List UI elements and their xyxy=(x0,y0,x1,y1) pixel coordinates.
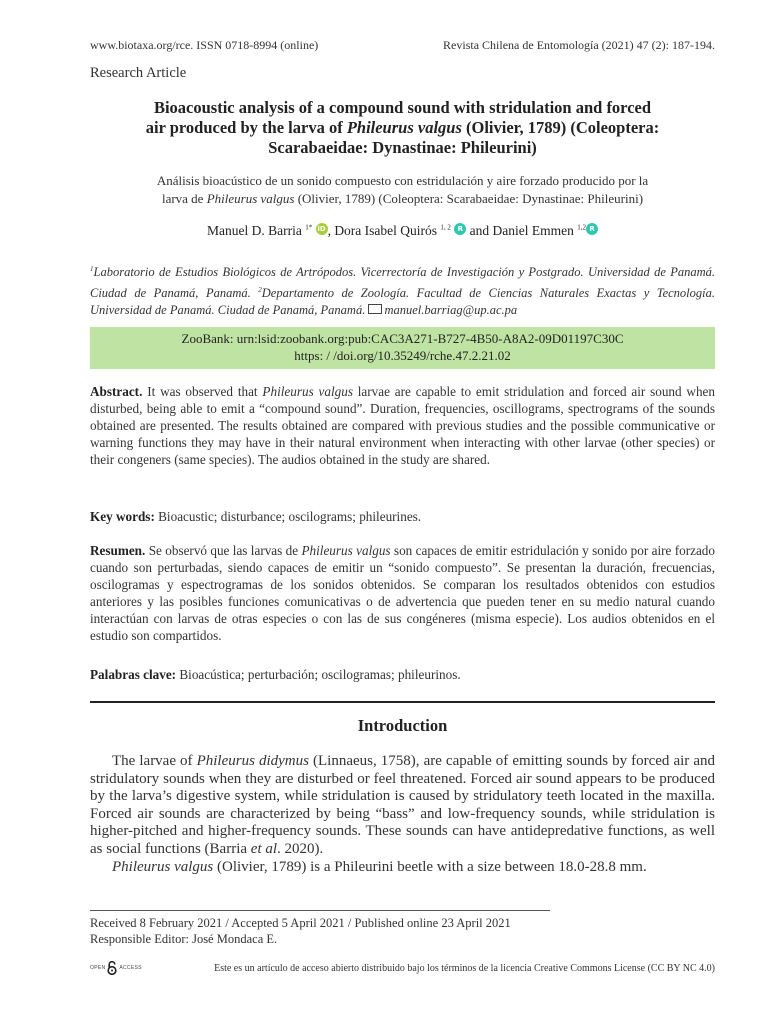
author-barria: Manuel D. Barria xyxy=(206,223,306,238)
resumen xyxy=(90,543,715,644)
received-dates: Received 8 February 2021 / Accepted 5 April 2021 / Published online 23 April 2021 xyxy=(90,916,511,930)
resumen-text: son capaces de emitir estridulación y sonido por aire forzado cuando son perturbadas, siendo capaces de emitir un “sonido compuesto”. Se presentan la duración, frecuencias, oscilogramas y espectrogramas de los sonidos obtenidos. Se comparan los resultados obtenidos con estudios anteriores y las posibles funciones comunicativas o de advertencia que pueden tener en su medio natural cuando interactúan con larvas de otras especies o con las de sus congéneres (misma especie). Los audios obtenidos en el estudio son compartidos. xyxy=(90,543,715,643)
corresponding-email[interactable]: manuel.barriag@up.ac.pa xyxy=(384,303,518,318)
spanish-title-line-1: Análisis bioacústico de un sonido compuesto con estridulación y aire forzado producido por la xyxy=(156,173,649,188)
title-text: air produced by the larva of xyxy=(145,118,347,137)
affil-1: Laboratorio de Estudios Biológicos de Artrópodos. Vicerrectoría de Investigación y Postgrado. Universidad de Panamá. Ciudad de Panamá, Panamá. xyxy=(90,265,715,300)
affiliations xyxy=(90,261,715,320)
intro-species: Phileurus didymus xyxy=(196,753,309,769)
author-quiros-affil: 1, 2 xyxy=(440,223,451,232)
researchgate-icon[interactable]: R xyxy=(454,223,466,235)
affil-sup-1: 1 xyxy=(90,265,94,273)
open-access-lock-icon xyxy=(107,961,117,975)
intro-text: The larvae of xyxy=(112,753,197,769)
footer-divider xyxy=(90,910,550,911)
author-barria-affil: 1* xyxy=(305,223,313,232)
abstract xyxy=(90,384,715,469)
abstract-species: Phileurus valgus xyxy=(262,384,353,399)
oa-open-text: OPEN xyxy=(90,965,106,971)
intro-paragraph-1 xyxy=(90,753,715,859)
title-es-text: (Olivier, 1789) (Coleoptera: Scarabaeidae: Dynastinae: Phileurini) xyxy=(294,191,644,206)
oa-access-text: ACCESS xyxy=(119,965,142,971)
resumen-label: Resumen. xyxy=(90,543,146,558)
palabras-label: Palabras clave: xyxy=(90,667,177,682)
affil-2: Departamento de Zoología. Facultad de Ciencias Naturales Exactas y Tecnología. Universidad de Panamá. Ciudad de Panamá, Panamá. xyxy=(90,285,715,318)
title-es-species: Phileurus valgus xyxy=(206,191,295,206)
keywords-label: Key words: xyxy=(90,509,155,524)
license-text[interactable]: Este es un artículo de acceso abierto distribuido bajo los términos de la licencia Creative Commons License (CC BY NC 4.0) xyxy=(214,962,715,974)
spanish-title xyxy=(90,172,715,208)
publication-dates xyxy=(90,915,511,947)
resumen-text: Se observó que las larvas de xyxy=(145,543,302,558)
palabras-clave xyxy=(90,667,715,684)
open-access-logo xyxy=(90,961,170,975)
intro-species: Phileurus valgus xyxy=(112,858,214,875)
title-line-2 xyxy=(90,118,715,138)
abstract-text: It was observed that xyxy=(142,384,263,399)
responsible-editor: Responsible Editor: José Mondaca E. xyxy=(90,932,278,946)
intro-etal: et al xyxy=(250,840,278,857)
journal-citation: Revista Chilena de Entomología (2021) 47 (2): 187-194. xyxy=(443,38,715,52)
journal-website-issn[interactable]: www.biotaxa.org/rce. ISSN 0718-8994 (online) xyxy=(90,38,319,52)
palabras-text: Bioacústica; perturbación; oscilogramas; phileurinos. xyxy=(176,667,461,682)
title-species: Phileurus valgus xyxy=(346,118,462,137)
author-emmen: and Daniel Emmen xyxy=(466,223,578,238)
keywords xyxy=(90,509,715,526)
license-footer xyxy=(90,961,715,975)
introduction-heading: Introduction xyxy=(357,716,448,735)
keywords-text: Bioacustic; disturbance; oscilograms; phileurines. xyxy=(154,509,422,524)
introduction-body xyxy=(90,753,715,876)
section-divider xyxy=(90,701,715,703)
title-text: (Olivier, 1789) (Coleoptera: xyxy=(461,118,660,137)
intro-paragraph-2 xyxy=(90,859,715,877)
intro-text: (Linnaeus, 1758), are capable of emitting sounds by forced air and stridulatory sounds when they are disturbed or feel threatened. Forced air sound appears to be produced by the larva’s digestive system, while stridulation is caused by stridulatory teeth located in the maxilla. Forced air sounds are characterized by being “bass” and low-frequency sounds, while stridulation is higher-pitched and higher-frequency sounds. These sounds can have antidepredative functions, as well as social functions (Barria xyxy=(90,753,716,857)
intro-text: (Olivier, 1789) is a Phileurini beetle with a size between 18.0-28.8 mm. xyxy=(213,858,647,875)
author-emmen-affil: 1,2 xyxy=(577,223,587,232)
article-title xyxy=(90,98,715,158)
spanish-title-line-2 xyxy=(90,190,715,208)
abstract-text: larvae are capable to emit stridulation and forced air sound when disturbed, being able to emit a “compound sound”. Duration, frequencies, oscillograms, spectrograms of the sounds obtained are presented. The results obtained are compared with previous studies and the possible communicative or warning functions they may have in their natural environment when interacting with other larvae (other species) or their congeners (same species). The audios obtained in the study are shared. xyxy=(90,384,715,467)
author-list xyxy=(90,223,715,239)
abstract-label: Abstract. xyxy=(90,384,143,399)
journal-header xyxy=(90,38,715,53)
affil-sup-2: 2 xyxy=(258,285,262,294)
intro-text: . 2020). xyxy=(277,840,324,857)
resumen-species: Phileurus valgus xyxy=(301,543,391,558)
title-line-1: Bioacoustic analysis of a compound sound with stridulation and forced xyxy=(153,98,652,117)
orcid-icon[interactable]: iD xyxy=(317,225,326,233)
zoobank-doi-box xyxy=(90,327,715,369)
zoobank-lsid[interactable]: ZooBank: urn:lsid:zoobank.org:pub:CAC3A271-B727-4B50-A8A2-09D01197C30C xyxy=(181,331,624,346)
researchgate-icon[interactable]: R xyxy=(586,223,598,235)
article-type: Research Article xyxy=(90,65,187,81)
doi-link[interactable]: https: / /doi.org/10.35249/rche.47.2.21.02 xyxy=(294,348,511,363)
author-quiros: , Dora Isabel Quirós xyxy=(327,223,441,238)
title-line-3: Scarabaeidae: Dynastinae: Phileurini) xyxy=(268,138,537,157)
title-es-text: larva de xyxy=(161,191,207,206)
envelope-icon xyxy=(368,304,382,314)
